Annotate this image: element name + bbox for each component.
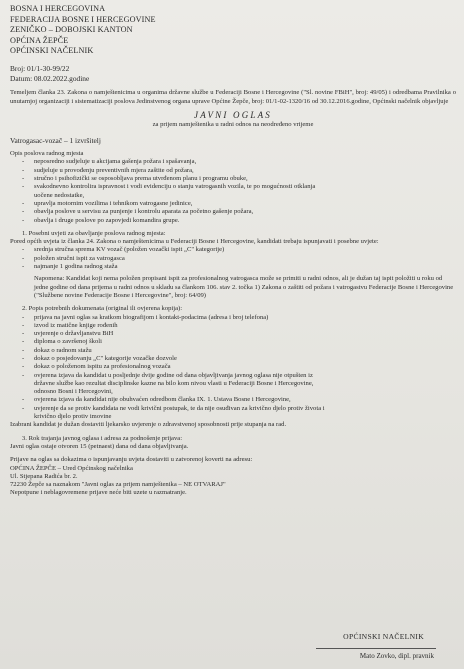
document-subtitle: za prijem namještenika u radni odnos na neodređeno vrijeme — [152, 120, 314, 128]
deadline-text: Javni oglas ostaje otvoren 15 (petnaest) dana od dana objavljivanja. — [10, 442, 189, 450]
deadline-section — [10, 435, 456, 452]
list-item: odnosno Bosni i Hercegovini, — [34, 388, 113, 396]
submission-line: Prijave na oglas sa dokazima o ispunjavanju uvjeta dostaviti u zatvorenoj koverti na adresu: — [10, 456, 253, 464]
list-item: - srednja stručna sprema KV vozač (položen vozački ispit „C" kategorije) — [22, 246, 456, 254]
list-item: - upravlja motornim vozilima i tehnikom vatrogasne jedinice, — [22, 200, 456, 208]
list-item: - dokaz o posjedovanju „C" kategorije vozačke dozvole — [22, 355, 456, 363]
list-item: - ovjerena izjava da kandidat nije obuhvaćen odredbom članka IX. 1. Ustava Bosne i Hercegovine, — [22, 396, 456, 404]
letterhead-line: FEDERACIJA BOSNE I HERCEGOVINE — [10, 14, 156, 24]
requirements-note: Napomena: Kandidat koji nema položen propisani ispit za profesionalnog vatrogasca može se primiti u radni odnos, ali je dužan taj ispit položiti u roku od jedne godine od dana prijema u radni odnos u skladu sa člankom 106. stav 2. točka 1) Zakona o zaštiti od požara i vatrogastvu Federacije Bosne i Hercegovine ("Službene novine Federacije Bosne i Hercegovine", broj: 64/09) — [34, 275, 454, 299]
list-item: - dokaz o radnom stažu — [22, 347, 456, 355]
reference-date: Datum: 08.02.2022.godine — [10, 73, 90, 83]
list-item: uočene nedostatke, — [34, 191, 85, 199]
duties-heading: Opis poslova radnog mjesta — [10, 150, 84, 158]
letterhead-line: BOSNA I HERCEGOVINA — [10, 4, 106, 13]
list-item: - najmanje 1 godina radnog staža — [22, 263, 456, 271]
requirements-section — [10, 230, 456, 300]
deadline-heading: 3. Rok trajanja javnog oglasa i adresa za podnošenje prijava: — [22, 434, 183, 442]
letterhead-line: ZENIČKO – DOBOJSKI KANTON — [10, 25, 133, 35]
list-item: - dokaz o položenom ispitu za profesionalnog vozača — [22, 363, 456, 371]
reference-block — [10, 64, 456, 83]
list-item: - ovjerena izjava da kandidat u posljednje dvije godine od dana objavljivanja javnog oglasa nije otpušten iz — [22, 372, 456, 380]
list-item: - sudjeluje u provođenju preventivnih mjera zaštite od požara, — [22, 167, 456, 175]
letterhead-line: OPĆINA ŽEPČE — [10, 35, 69, 45]
duties-section — [10, 150, 456, 225]
list-item: - izvod iz matične knjige rođenih — [22, 322, 456, 330]
submission-line: 72230 Žepče sa naznakom "Javni oglas za prijem namještenika – NE OTVARAJ" — [10, 481, 226, 489]
documents-heading: 2. Popis potrebnih dokumenata (original ili ovjerena kopija): — [22, 305, 183, 313]
position-title: Vatrogasac-vozač – 1 izvršitelj — [10, 136, 101, 146]
list-item: - uvjerenje da se protiv kandidata ne vodi krivični postupak, te da nije osuđivan za krivično djelo protiv života i — [22, 405, 456, 413]
document-title: JAVNI OGLAS — [194, 109, 272, 120]
documents-list — [10, 314, 456, 422]
list-item: - stručno i psihofizički se osposobljava prema utvrđenom planu i programu obuke, — [22, 175, 456, 183]
list-item: - diploma o završenoj školi — [22, 338, 456, 346]
signature-line — [316, 648, 436, 649]
legal-basis-paragraph: Temeljem članka 23. Zakona o namještenicima u organima državne službe u Federaciji Bosne i Hercegovine ("Sl. novine FBiH", broj: 49/05) i odredbama Pravilnika o unutarnjoj organizaciji i sistematizaciji poslova Jedinstvenog organa uprave Općine Žepče, broj: 01/1-02-1320/16 od 30.12.2016.godine, Općinski načelnik objavljuje — [10, 89, 456, 105]
documents-section — [10, 305, 456, 429]
requirements-list — [10, 246, 456, 271]
submission-line: Nepotpune i neblagovremene prijave neće biti uzete u razmatranje. — [10, 489, 187, 497]
submission-line: OPĆINA ŽEPČE – Ured Općinskog načelnika — [10, 464, 133, 472]
documents-after-text: Izabrani kandidat je dužan dostaviti ljekarsko uvjerenje o zdravstvenoj sposobnosti prije stupanja na rad. — [10, 421, 287, 429]
list-item: - položen stručni ispit za vatrogasca — [22, 255, 456, 263]
list-item: krivično djelo protiv imovine — [34, 413, 112, 421]
list-item: - prijava na javni oglas sa kratkom biografijom i kontakt-podacima (adresa i broj telefona) — [22, 314, 456, 322]
list-item: državne službe kao rezultat disciplinske kazne na bilo kom nivou vlasti u Federaciji Bosne i Hercegovine, — [34, 379, 314, 387]
requirements-heading: 1. Posebni uvjeti za obavljanje poslova radnog mjesta: — [22, 229, 166, 237]
list-item: - neposredno sudjeluje u akcijama gašenja požara i spašavanja, — [22, 158, 456, 166]
list-item: - obavlja poslove u servisu za punjenje i kontrolu aparata za početno gašenje požara, — [22, 208, 456, 216]
letterhead-line: OPĆINSKI NAČELNIK — [10, 46, 94, 56]
letterhead — [10, 4, 456, 57]
list-item: - uvjerenje o državljanstvu BiH — [22, 330, 456, 338]
signature-name: Mato Zovko, dipl. pravnik — [359, 652, 434, 660]
reference-number: Broj: 01/1-30-99/22 — [10, 63, 70, 73]
submission-section — [10, 456, 456, 497]
signature-title: OPĆINSKI NAČELNIK — [343, 632, 424, 641]
list-item: - obavlja i druge poslove po zapovjedi komandira grupe. — [22, 217, 456, 225]
submission-line: Ul. Stjepana Radića br. 2. — [10, 472, 78, 480]
requirements-text: Pored općih uvjeta iz članka 24. Zakona o namještenicima u Federaciji Bosne i Hercegovine, kandidati trebaju ispunjavati i posebne uvjete: — [10, 238, 379, 246]
list-item: - svakodnevno kontrolira ispravnost i vodi evidenciju o stanju vatrogasnih vozila, te po mogućnosti otklanja — [22, 183, 456, 191]
duties-list — [10, 158, 456, 224]
